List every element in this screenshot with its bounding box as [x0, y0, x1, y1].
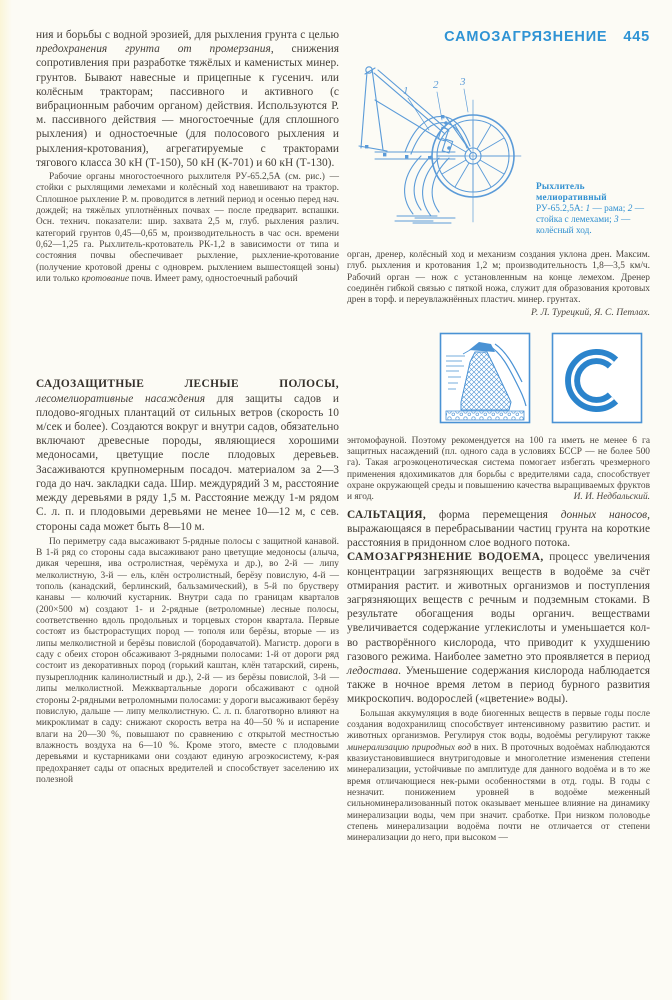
text-run-italic: предохранения грунта от промерзания — [36, 43, 271, 56]
text-run: процесс увеличения концентрации загрязняющих веществ в водоёме за счёт отмирания растит. и животных организмов и поступления загрязняющих веществ с речным и подземным стоками. В результате обогащения воды органич. веществами увеличивается содержание углекислоты и уменьшается кол-во растворённого кислорода, что приводит к ухудшению газового режима. Наиболее заметно это проявляется в период — [347, 551, 650, 663]
paragraph-ryhlitel-continuation — [36, 28, 339, 170]
figure-label-3: 3 — [460, 76, 466, 88]
signature-authors: Р. Л. Турецкий, Я. С. Петлах. — [531, 306, 650, 318]
entry-samozagryaznenie-vodoema — [347, 550, 650, 706]
entry-term: САМОЗАГРЯЗНЕНИЕ ВОДОЕМА, — [347, 551, 544, 564]
text-run: форма перемещения — [426, 508, 561, 521]
figure-label-1: 1 — [403, 85, 409, 97]
page-edge-tint — [0, 0, 12, 1000]
text-run: Рабочие органы многостоечного рыхлителя РУ-65.2,5А (см. рис.) — стойки с рыхлящими лемехами и колёсный ход навешивают на трактор. Сплошное рыхление Р. м. проводится в летний период и осенью перед нач. дождей; на тяжёлых уплотнённых почвах — после предварит. вспашки. Осн. технич. показатели: шир. захвата 2,5 м, глуб. рыхления различ. категорий грунтов 0,45—0,65 м, производительность в час осн. времени 0,62—1,25 га. Рыхлитель-кротователь РК-1,2 в зависимости от типа и состояния почвы обеспечивает рыхление, рыхление-кротование (получение кротовой дрены с одноврем. рыхлением вышестоящей зоны) или только — [36, 172, 339, 285]
text-run: , выражающаяся в перебрасывании частиц грунта на короткие расстояния в придонном слое водного потока. — [347, 508, 650, 550]
text-run: — колёсный ход. — [536, 215, 631, 236]
text-run: РУ-65.2,5А: — [536, 204, 586, 214]
text-run: — рама; — [590, 204, 628, 214]
right-column — [347, 28, 650, 845]
figure-caption — [536, 182, 650, 237]
paragraph-entomofauna — [347, 436, 650, 504]
ripper-drawing — [345, 56, 535, 244]
figure-caption-title: Рыхлитель мелиоративный — [536, 182, 607, 203]
dam-cross-section-plate — [439, 332, 531, 424]
text-run-italic: кротование — [81, 274, 130, 285]
letter-c-plate — [551, 332, 643, 424]
text-run: , снижения сопротивления при разработке тяжёлых и каменистых минер. грунтов. Бывают навесные и прицепные к гусенич. или колёсным тракторам; пассивного и активного (с вибрационным рабочим органом) действия. Используются Р. м. пассивного действия — многостоечные (для сплошного рыхления) и одностоечные (для полосового рыхления и рыхления-кротования), агрегатируемые с тракторами тягового класса 30 кН (Т-150), 50 кН (К-701) и 60 кН (Т-130). — [36, 43, 339, 169]
running-head — [347, 28, 650, 46]
text-run-italic: лесомелиоративные насаждения — [36, 392, 206, 405]
text-run-italic: 1 — [585, 204, 591, 214]
text-run: почв. Имеет раму, одностоечный рабочий — [129, 274, 298, 285]
figure-melioration-ripper — [347, 56, 650, 250]
text-run-italic: 3 — [614, 215, 619, 225]
paragraph-mineralization — [347, 709, 650, 845]
text-run: Большая аккумуляция в воде биогенных веществ в первые годы после создания водохранилищ способствует интенсивному развитию растит. и животных организмов. Регулируя сток воды, водоёмы регулируют также — [347, 708, 650, 742]
paragraph-ryhlitel-details — [36, 172, 339, 285]
signature-author: И. И. Недбальский. — [573, 492, 650, 503]
running-head-title: САМОЗАГРЯЗНЕНИЕ — [444, 29, 608, 45]
text-run-italic: минерализацию природных вод — [347, 742, 472, 753]
text-run: в них. В проточных водоёмах наблюдаются квазиустановившиеся внутригодовые и многолетние изменения степени минерализации, устойчивые по амплитуде для данного водоёма и в то же время отличающиеся нек-рыми особенностями в отд. годы. В годы с незначит. понижением уровней в водоёме меженный сильноминерализованный поток оказывает меньшее влияние на динамику минерализации воды, чем при значит. сработке. При низком половодье степень минерализации водоёма почти не отличается от степени минерализации до него, при высоком — — [347, 742, 650, 844]
paragraph-sadozashchitnye-details: По периметру сада высаживают 5-рядные полосы с защитной канавой. В 1-й ряд со стороны сада высаживают рано цветущие медоносы (алыча, дикая черешня, ива остролистная, черёмуха и др.), во 2-й — липу мелколистную, 3-й — ель, клён остролистный, берёзу повислую, 4-й — тополь (канадский, берлинский, бальзамический), в 5-й по брустверу канавы — колючий кустарник. Внутри сада по границам кварталов (200×500 м) создают 1- и 2-рядные (ветроломные) лесные полосы, соответственно вдоль продольных и торцевых сторон квартала. Первые состоят из быстрорастущих пород — тополя или берёзы, вторые — из липы мелколистной и берёзы повислой (бородавчатой). Магистр. дороги в саду с обеих сторон обсаживают 3-рядными полосами: 1-й от дороги ряд состоит из декоративных пород (горький каштан, клён татарский, сирень, пузыреплодник калинолистный и др.), 2-й — из берёзы повислой, 3-й — липы мелколистной. Межквартальные дороги обсаживают с одной стороны 2-рядными ветроломными полосами: у дороги высаживают берёзу повислую, дальше — липу мелколистную. С. л. п. благотворно влияют на микроклимат в саду: снижают скорость ветра на 40—50 % и испарение влаги на 20—30 %, повышают по сравнению с открытой местностью влажность воздуха на 6—10 %. Кроме этого, вместе с плодовыми деревьями и кустарниками они создают единую агроэкосистему, к-рая предохраняет сады от опасных вредителей и способствует заселению их полезной — [36, 536, 339, 785]
page-number: 445 — [623, 29, 650, 45]
left-column — [36, 28, 339, 786]
text-run: энтомофауной. Поэтому рекомендуется на 100 га иметь не менее 6 га защитных насаждений (пл. одного сада в условиях БССР — не более 500 га). Такая агроэкоценотическая система помогает избегать чрезмерного применения ядохимикатов для борьбы с вредителями сада, способствует охране окружающей среды и повышению качества выращиваемых фруктов и ягод. — [347, 435, 650, 503]
paragraph-ryhlitel-krotovatel: орган, дренер, колёсный ход и механизм создания уклона дрен. Максим. глуб. рыхления и кротования 1,2 м; производительность 1,8—3,5 км/ч. Рабочий орган — нож с установленным на конце лемехом. Дренер соединён гибкой связью с пяткой ножа, служит для образования кротовых дрен в торф. и переувлажнённых пластич. минер. грунтах. — [347, 250, 650, 306]
letter-section-plates — [439, 332, 650, 424]
entry-term: САЛЬТАЦИЯ, — [347, 508, 427, 521]
text-run: — стойка с лемехами; — [536, 204, 644, 225]
entry-sadozashchitnye — [36, 377, 339, 533]
text-run-italic: донных наносов — [560, 508, 648, 521]
text-run: ния и борьбы с водной эрозией, для рыхления грунта с целью — [36, 29, 339, 41]
entry-saltacia — [347, 508, 650, 551]
text-run: для защиты садов и плодово-ягодных плантаций от сильных ветров (скорость 10 м/сек и более). Создаются вокруг и внутри садов, обязательно включают древесные породы, являющиеся хорошими медоносами, цветущие после плодовых деревьев. Засаживаются крупномерным посадоч. материалом за 2—3 года до нач. закладки сада. Шир. междурядий 3 м, расстояние между деревьями в ряду 1,5 м. Расстояние между 1-м рядом С. л. п. и плодовыми деревьями не менее 10—12 м, с сев. стороны сада может быть 8—10 м. — [36, 392, 339, 533]
figure-label-2: 2 — [433, 79, 439, 91]
text-run-italic: 2 — [627, 204, 633, 214]
text-run: . Уменьшение содержания кислорода наблюдается также в ночное время летом в период бурного развития микроскопич. водорослей («цветение» воды). — [347, 665, 650, 706]
text-run-italic: ледостава — [347, 665, 399, 678]
entry-term: САДОЗАЩИТНЫЕ ЛЕСНЫЕ ПОЛОСЫ, — [36, 378, 339, 391]
